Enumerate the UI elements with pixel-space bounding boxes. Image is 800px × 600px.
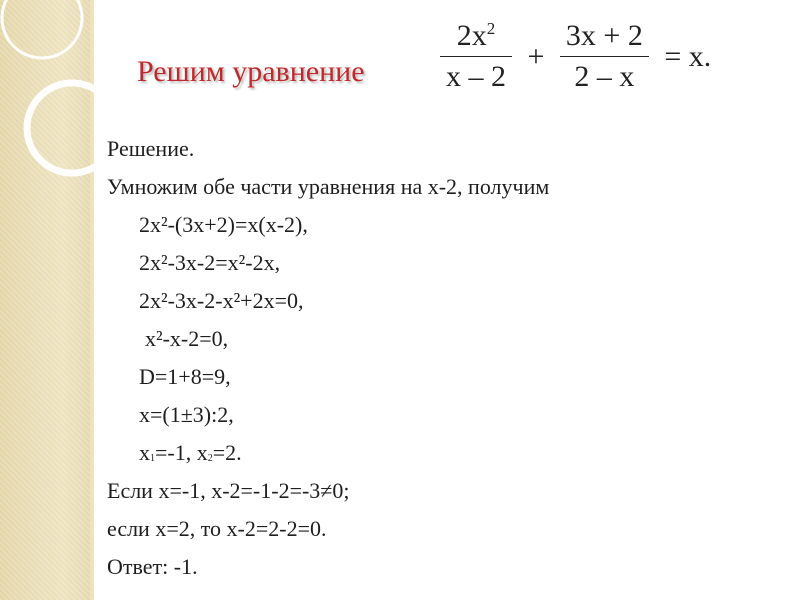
plus-sign: + [527,39,545,73]
discriminant-line: D=1+8=9, [139,364,231,389]
check-root-2: если x=2, то x-2=2-2=0. [107,516,327,541]
roots-line: $x_1=-1$, $x_2=2$. [139,440,242,465]
check-root-1: Если x=-1, x-2=-1-2=-3≠0; [107,478,350,503]
fraction-2-numerator: 3x + 2 [560,18,649,57]
fraction-1 [440,18,512,95]
fraction-2-denominator: 2 – x [574,60,635,93]
fraction-2 [560,18,649,95]
decorative-side-band [0,0,94,600]
equation-formula [440,18,719,95]
fraction-1-numerator: $2x^2$ [440,18,512,57]
multiply-statement: Умножим обе части уравнения на x-2, получим [107,174,550,199]
roots-formula-line: x=(1±3):2, [139,402,234,427]
answer-line: Ответ: -1. [107,554,198,579]
slide-title: Решим уравнение [137,55,365,88]
equation-step-4: x²-x-2=0, [145,326,229,351]
equation-step-3: 2x²-3x-2-x²+2x=0, [139,288,304,313]
fraction-1-denominator: x – 2 [446,60,506,93]
solution-heading: Решение. [107,136,195,161]
equation-step-1: 2x²-(3x+2)=x(x-2), [139,212,308,237]
equation-rhs: = x. [664,39,712,73]
equation-step-2: 2x²-3x-2=x²-2x, [139,250,281,275]
